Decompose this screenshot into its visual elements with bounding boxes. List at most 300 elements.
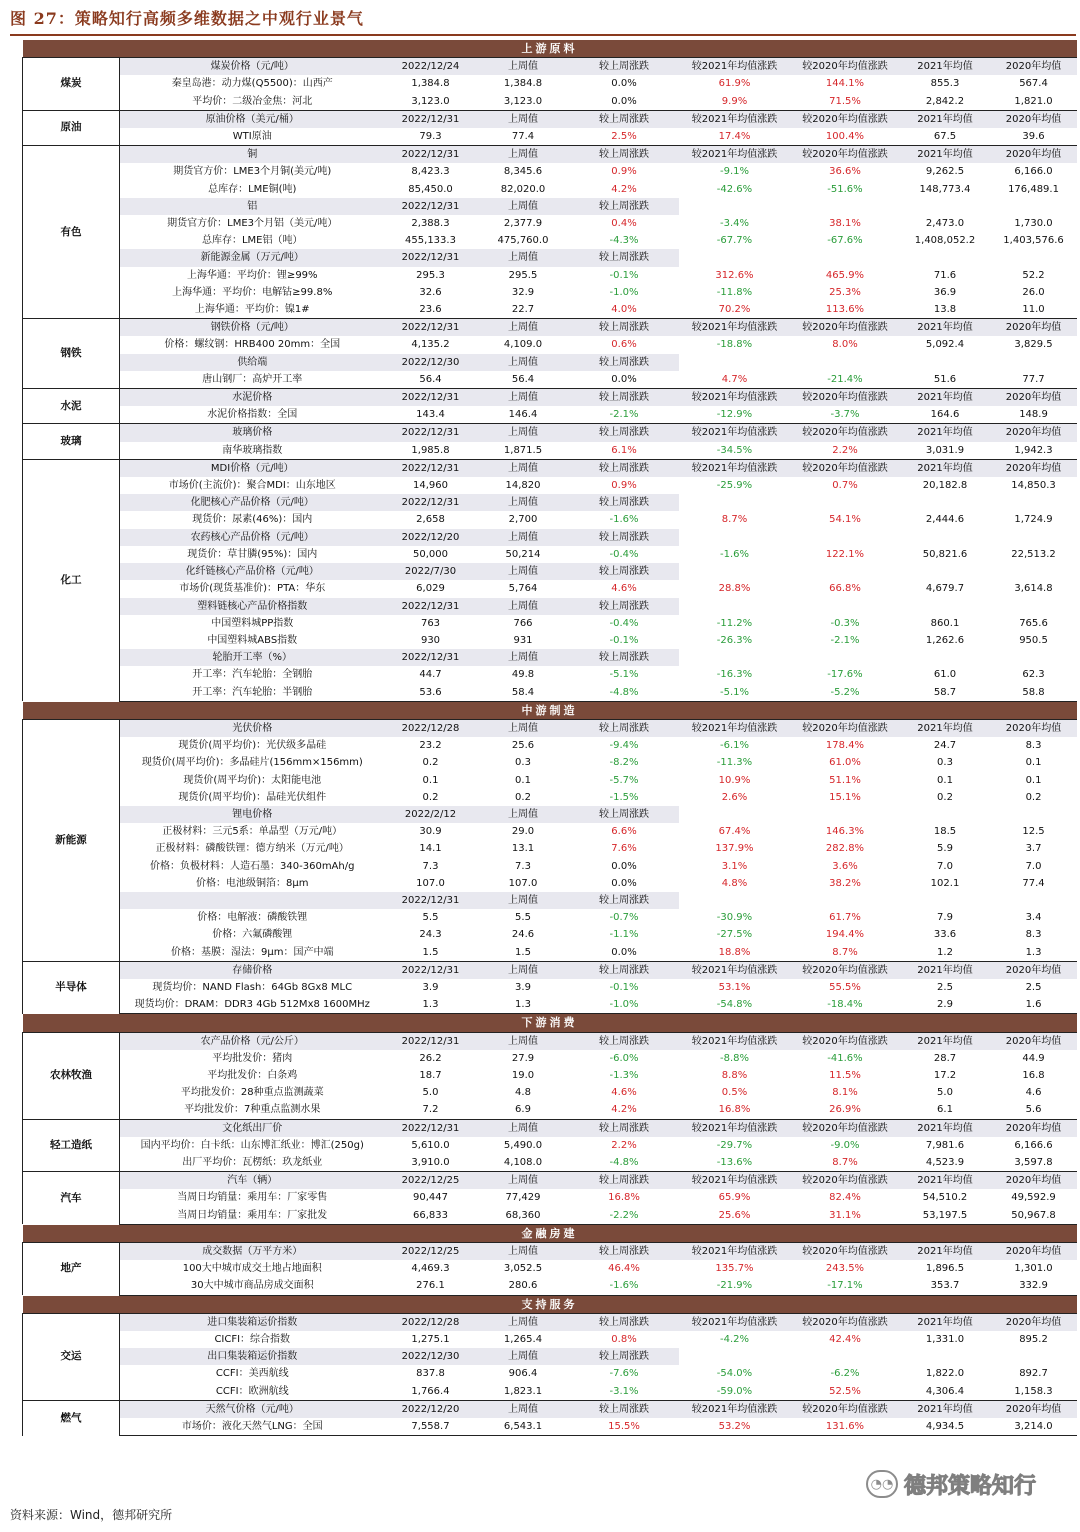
table-cell: 855.3 [930,78,960,90]
table-cell: -0.3% [830,617,860,629]
indicator-name: 总库存：LME铜(吨) [208,183,297,195]
indicator-name: 总库存：LME铝（吨） [201,235,303,247]
table-cell: -4.8% [570,684,679,702]
table-header-row [23,198,1077,215]
table-cell: 2.5% [570,128,679,146]
table-cell: 2020年均值 [991,1243,1077,1261]
indicator-name: 化纤链核心产品价格（元/吨） [120,563,385,580]
table-cell: -6.0% [609,1052,639,1064]
table-cell: 1,275.1 [411,1334,450,1346]
table-cell: 3.7 [1025,843,1042,855]
table-row [23,875,1077,892]
table-cell: 5.5 [515,912,531,924]
indicator-name: 出厂平均价：瓦楞纸：玖龙纸业 [120,1154,385,1172]
table-cell: 较上周涨跌 [570,146,679,164]
section-title: 支持服务 [23,1295,1077,1313]
table-cell: -4.8% [570,1154,679,1172]
table-cell: 上周值 [477,494,570,511]
table-cell: 上周值 [477,961,570,979]
table-cell: 上周值 [477,146,570,164]
table-cell: 5,092.4 [925,339,965,351]
table-cell: 1,158.3 [991,1383,1077,1401]
table-cell: 15.1% [829,791,861,803]
table-cell: 较上周涨跌 [570,249,679,266]
table-cell: 2021年均值 [900,319,991,337]
category-label: 化工 [23,459,120,701]
table-cell: 0.1 [1025,774,1042,786]
indicator-name: 现货价：草甘膦(95%)：国内 [187,548,318,560]
table-cell: 7.0 [1025,860,1042,872]
table-cell: 4,523.9 [900,1154,991,1172]
table-cell: 1.2 [900,944,991,962]
table-cell: 23.2 [419,740,442,752]
table-cell: 上周值 [477,1032,570,1050]
table-cell: 67.5 [900,128,991,146]
indicator-name: 开工率：汽车轮胎：全钢胎 [192,669,313,681]
table-cell: 85,450.0 [408,183,453,195]
table-cell [679,494,791,511]
table-cell: 3.9 [422,981,439,993]
table-cell: 135.7% [715,1263,754,1275]
table-cell: 上周值 [477,110,570,128]
table-cell: 23.6 [385,301,477,319]
table-cell: 77,429 [505,1192,541,1204]
indicator-name: 存储价格 [120,961,385,979]
table-cell: 较2021年均值涨跌 [679,424,791,442]
table-cell: 2022/12/31 [385,146,477,164]
table-header-row [23,494,1077,511]
table-cell: 2.2% [611,1139,637,1151]
table-cell: 50,821.6 [922,548,968,560]
table-row [23,1418,1077,1436]
indicator-name: 唐山钢厂：高炉开工率 [120,371,385,389]
table-cell: 56.4 [385,371,477,389]
table-cell: -2.1% [830,634,860,646]
table-cell: 2,377.9 [503,218,543,230]
table-cell: 较上周涨跌 [570,1172,679,1190]
table-cell: 26.2 [419,1052,442,1064]
table-cell: 178.4% [825,740,865,752]
table-cell: 4,109.0 [503,339,543,351]
table-cell: 71.6 [933,269,957,281]
table-cell: 3.1% [721,860,748,872]
table-cell: 295.3 [416,269,445,281]
table-cell [679,598,791,615]
table-cell: -26.3% [716,634,753,646]
table-header-row [23,319,1077,337]
table-cell: -9.0% [830,1139,860,1151]
table-cell: 0.3 [515,757,531,769]
table-cell: 0.4% [611,218,637,230]
table-cell: 较上周涨跌 [570,1119,679,1137]
table-cell: 1.5 [477,944,570,962]
indicator-name: 价格：六氟磷酸锂 [212,929,293,941]
indicator-name: 当周日均销量：乘用车：厂家批发 [120,1207,385,1225]
table-cell: 16.8% [679,1101,791,1119]
table-cell: 较2020年均值涨跌 [791,58,900,76]
table-cell: 455,133.3 [405,235,456,247]
table-cell [991,198,1077,215]
indicator-name: 汽车（辆） [120,1172,385,1190]
table-cell: 3.6% [832,860,858,872]
table-cell: 766 [513,617,533,629]
table-cell: 2022/12/25 [385,1172,477,1190]
table-header-row [23,354,1077,371]
table-cell: 950.5 [1019,634,1048,646]
table-cell: 39.6 [991,128,1077,146]
table-cell: 1,262.6 [925,634,965,646]
table-cell: 较上周涨跌 [570,424,679,442]
table-cell: 较2021年均值涨跌 [679,719,791,737]
table-cell: 1,384.8 [411,78,450,90]
table-cell: 65.9% [718,1192,751,1204]
table-cell: 4,108.0 [477,1154,570,1172]
table-row [23,580,1077,597]
table-cell: 763 [420,617,441,629]
section-title: 上游原料 [23,40,1077,58]
table-cell: 107.0 [508,877,538,889]
table-cell: 较上周涨跌 [570,494,679,511]
table-cell: 61.9% [718,78,751,90]
table-header-row [23,424,1077,442]
table-cell: 25.6% [679,1207,791,1225]
category-label: 燃气 [23,1400,120,1435]
table-cell: 较2020年均值涨跌 [791,1172,900,1190]
table-row [23,128,1077,146]
table-cell: 较上周涨跌 [570,892,679,909]
indicator-name: 平均批发价：白条鸡 [207,1069,298,1081]
section-title: 中游制造 [23,701,1077,719]
table-cell: 131.6% [791,1418,900,1436]
table-cell: 50,967.8 [991,1207,1077,1225]
table-cell: 4.6 [1025,1087,1042,1099]
table-cell: 4,469.3 [411,1263,450,1275]
table-cell: 2022/12/31 [385,459,477,477]
table-cell: 51.1% [829,774,861,786]
table-cell: 6,029 [416,583,445,595]
table-row [23,1277,1077,1295]
table-cell [791,529,900,546]
table-cell: 2021年均值 [900,146,991,164]
table-cell: 36.6% [829,166,861,178]
table-cell: 2022/12/31 [385,110,477,128]
table-row [23,840,1077,857]
table-cell: 46.4% [608,1263,640,1275]
category-label: 新能源 [23,719,120,961]
table-cell: -0.1% [609,981,639,993]
indicator-name: 出口集装箱运价指数 [120,1348,385,1365]
category-label: 地产 [23,1243,120,1296]
table-cell: 2021年均值 [900,1032,991,1050]
indicator-name: 现货价(周平均价)：晶硅光伏组件 [178,791,327,803]
table-cell: 0.1 [937,774,953,786]
table-cell: 上周值 [477,1243,570,1261]
table-cell: 4.6% [611,1087,637,1099]
table-cell: 2022/2/12 [385,806,477,823]
table-cell: 930 [420,634,441,646]
table-cell: 6.1% [570,442,679,460]
table-cell: 2021年均值 [900,1313,991,1331]
indicator-name: WTI原油 [120,128,385,146]
table-cell: 33.6 [933,929,957,941]
indicator-name: 水泥价格 [120,389,385,407]
indicator-name: 铜 [120,146,385,164]
table-cell: 1,766.4 [385,1383,477,1401]
table-row [23,996,1077,1014]
table-cell: 82.4% [829,1192,861,1204]
table-cell: 100.4% [791,128,900,146]
table-cell [679,1348,791,1365]
table-cell: 上周值 [477,424,570,442]
table-cell: 29.0 [511,826,535,838]
table-cell [791,649,900,666]
table-cell: 2022/12/31 [385,319,477,337]
table-row [23,823,1077,840]
table-cell: 1,724.9 [1014,514,1053,526]
indicator-name [120,892,385,909]
table-cell: 2,388.3 [411,218,450,230]
indicator-name: 平均价：二级冶金焦：河北 [120,93,385,111]
table-cell: 56.4 [477,371,570,389]
table-cell: 1,408,052.2 [914,235,976,247]
table-cell: 较上周涨跌 [570,1400,679,1418]
table-cell: 2021年均值 [900,1172,991,1190]
indicator-name: 价格：基膜：湿法：9μm：国产中端 [120,944,385,962]
table-row [23,75,1077,92]
table-cell: 1,823.1 [477,1383,570,1401]
table-cell: -8.8% [719,1052,749,1064]
indicator-name: 锂电价格 [120,806,385,823]
table-cell: 49.8 [511,669,535,681]
table-cell: -21.9% [679,1277,791,1295]
indicator-name: 30大中城市商品房成交面积 [120,1277,385,1295]
table-cell: 6.6% [611,826,637,838]
indicator-name: 天然气价格（元/吨） [120,1400,385,1418]
table-cell: 较上周涨跌 [570,529,679,546]
table-cell: 1,403,576.6 [1003,235,1064,247]
table-cell: -2.2% [570,1207,679,1225]
table-cell: 32.6 [419,286,442,298]
table-row [23,666,1077,683]
indicator-name: 供给端 [120,354,385,371]
table-cell: 52.5% [791,1383,900,1401]
table-cell: 52.2 [1022,269,1045,281]
table-row [23,772,1077,789]
table-row [23,1154,1077,1172]
table-cell [991,494,1077,511]
section-header [23,1224,1077,1242]
table-cell: 上周值 [477,1313,570,1331]
table-cell: 53.2% [679,1418,791,1436]
table-cell: 2022/12/31 [385,961,477,979]
table-cell: 4.8% [721,877,748,889]
table-header-row [23,649,1077,666]
table-cell: 5.9 [937,843,953,855]
table-cell: 17.2 [933,1069,957,1081]
table-row [23,1207,1077,1225]
table-cell: 6,166.0 [1014,166,1053,178]
table-cell: 0.1 [1025,757,1042,769]
table-cell: -34.5% [679,442,791,460]
table-cell: 14,820 [505,480,541,492]
table-cell: 2022/12/24 [385,58,477,76]
table-cell: 14,960 [413,480,448,492]
table-header-row [23,459,1077,477]
table-cell: 4.8 [515,1087,531,1099]
table-cell: 70.2% [679,301,791,319]
table-cell: -1.0% [570,996,679,1014]
table-cell: -5.1% [609,669,639,681]
table-cell: 51.6 [900,371,991,389]
table-cell: 较2020年均值涨跌 [791,459,900,477]
table-cell: -1.0% [609,286,639,298]
table-cell: 1,985.8 [385,442,477,460]
table-cell: 较2021年均值涨跌 [679,146,791,164]
table-cell: 1.6 [991,996,1077,1014]
section-title: 下游消费 [23,1014,1077,1032]
indicator-name: 市场价(主流价)：聚合MDI：山东地区 [168,480,336,492]
table-cell: 0.0% [570,371,679,389]
table-cell: 14,850.3 [1011,480,1056,492]
indicator-name: CCFI：欧洲航线 [120,1383,385,1401]
table-cell: -17.6% [827,669,863,681]
table-cell: 5,610.0 [411,1139,450,1151]
table-cell: 2022/12/31 [385,424,477,442]
indicator-name: 市场价：液化天然气LNG：全国 [120,1418,385,1436]
table-cell: 66.8% [829,583,861,595]
table-cell: 58.8 [991,684,1077,702]
table-cell: 66,833 [385,1207,477,1225]
table-cell: 2022/12/20 [385,529,477,546]
indicator-name: 价格：螺纹钢：HRB400 20mm：全国 [164,339,341,351]
table-cell: 8.8% [721,1069,748,1081]
table-cell: 2020年均值 [991,719,1077,737]
table-cell: 77.4 [477,128,570,146]
table-cell [991,563,1077,580]
table-cell: 2022/12/31 [385,198,477,215]
table-cell: 280.6 [477,1277,570,1295]
table-cell: -16.3% [716,669,753,681]
table-cell: -54.8% [679,996,791,1014]
table-cell: 5.5 [422,912,439,924]
table-cell: 7.9 [937,912,953,924]
table-cell: 5,764 [508,583,538,595]
table-cell: 2020年均值 [991,146,1077,164]
table-cell: 上周值 [477,1119,570,1137]
table-cell: 2021年均值 [900,1400,991,1418]
table-row [23,371,1077,389]
table-cell: 4.2% [570,1101,679,1119]
table-cell: 2,444.6 [925,514,965,526]
table-header-row [23,146,1077,164]
table-cell: 113.6% [791,301,900,319]
table-cell: 3,597.8 [991,1154,1077,1172]
indicator-name: 塑料链核心产品价格指数 [120,598,385,615]
indicator-name: 价格：负极材料：人造石墨：340-360mAh/g [150,860,355,872]
table-cell: 1.5 [385,944,477,962]
table-row [23,789,1077,806]
table-header-row [23,598,1077,615]
table-cell: 0.7% [832,480,858,492]
table-cell: 77.7 [991,371,1077,389]
table-cell: 上周值 [477,198,570,215]
table-cell: -0.7% [609,912,639,924]
table-cell: 2021年均值 [900,459,991,477]
indicator-name: 光伏价格 [120,719,385,737]
table-cell: 0.2 [1025,791,1042,803]
table-cell: 较上周涨跌 [570,961,679,979]
table-cell [991,1348,1077,1365]
table-row [23,1260,1077,1277]
table-cell: 较2021年均值涨跌 [679,319,791,337]
table-cell: 9.9% [679,93,791,111]
table-cell: 上周值 [477,389,570,407]
table-cell: 2021年均值 [900,110,991,128]
section-title: 金融房建 [23,1224,1077,1242]
table-cell: 2022/12/28 [385,719,477,737]
table-cell [679,563,791,580]
section-header [23,1014,1077,1032]
table-cell: 较2021年均值涨跌 [679,459,791,477]
table-cell: 895.2 [1019,1334,1048,1346]
table-header-row [23,1243,1077,1261]
table-cell: -30.9% [716,912,753,924]
table-cell: 9,262.5 [925,166,965,178]
table-cell: 282.8% [825,843,865,855]
table-cell: 较2020年均值涨跌 [791,1119,900,1137]
section-header [23,40,1077,58]
indicator-name: 水泥价格指数：全国 [120,406,385,424]
table-cell [900,1348,991,1365]
table-cell: 较上周涨跌 [570,198,679,215]
table-cell: 2022/12/31 [385,494,477,511]
table-cell [900,598,991,615]
table-header-row [23,529,1077,546]
table-cell: 1,821.0 [991,93,1077,111]
table-cell [900,354,991,371]
table-cell: -17.1% [791,1277,900,1295]
table-cell: 58.7 [900,684,991,702]
table-header-row [23,1119,1077,1137]
table-cell: 465.9% [825,269,865,281]
table-header-row [23,1400,1077,1418]
table-row [23,93,1077,111]
table-cell: 15.5% [570,1418,679,1436]
table-cell: -4.2% [719,1334,749,1346]
table-cell: -5.2% [791,684,900,702]
table-cell: 2,700 [508,514,538,526]
table-cell: 较2020年均值涨跌 [791,719,900,737]
table-cell: 2021年均值 [900,1243,991,1261]
table-cell: 79.3 [385,128,477,146]
table-cell: -6.2% [830,1368,860,1380]
table-cell: 906.4 [508,1368,538,1380]
table-cell: 54,510.2 [922,1192,968,1204]
section-header [23,701,1077,719]
table-row [23,442,1077,460]
table-cell [679,354,791,371]
table-cell: 567.4 [1019,78,1048,90]
table-cell: -0.4% [609,617,639,629]
table-cell: 8.3 [1025,929,1042,941]
table-cell: 18.8% [679,944,791,962]
table-row [23,1383,1077,1401]
table-row [23,1331,1077,1348]
table-cell: 7.0 [937,860,953,872]
table-cell: 12.5 [1022,826,1045,838]
table-cell: 194.4% [825,929,865,941]
table-cell: -3.7% [791,406,900,424]
